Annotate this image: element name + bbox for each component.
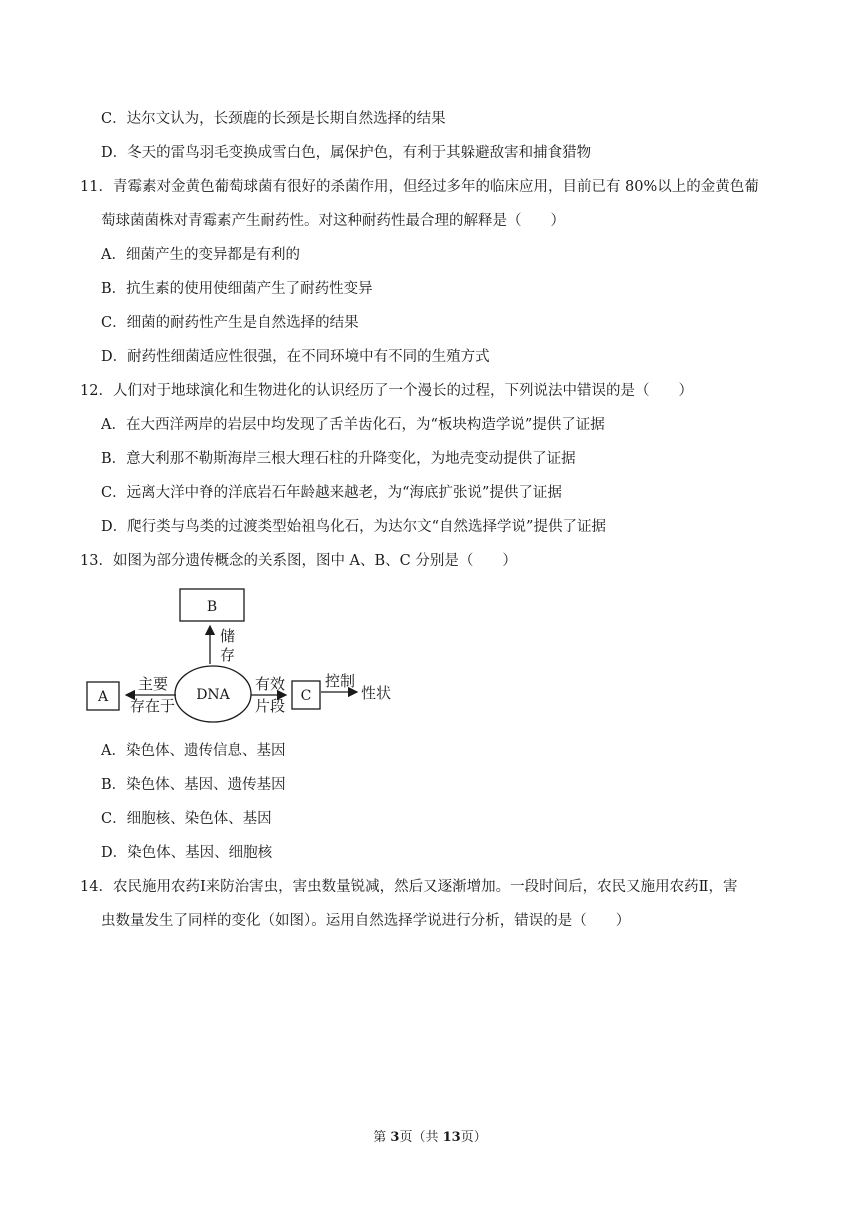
genetics-concept-diagram	[80, 580, 410, 725]
label-control: 控制	[325, 672, 356, 690]
label-main-1: 主要	[138, 675, 169, 693]
q10-option-c: C．达尔文认为，长颈鹿的长颈是长期自然选择的结果	[101, 111, 446, 127]
label-store-1: 储	[220, 627, 236, 645]
q14-stem-line2: 虫数量发生了同样的变化（如图）。运用自然选择学说进行分析，错误的是（ ）	[101, 913, 631, 929]
footer-page-number: 3	[390, 1130, 400, 1145]
q12-option-c: C．远离大洋中脊的洋底岩石年龄越来越老，为“海底扩张说”提供了证据	[101, 485, 562, 501]
footer-prefix: 第	[373, 1130, 391, 1145]
q11-option-a: A．细菌产生的变异都是有利的	[101, 247, 300, 263]
label-trait: 性状	[361, 684, 392, 702]
q11-option-c: C．细菌的耐药性产生是自然选择的结果	[101, 315, 359, 331]
box-b-label: B	[206, 599, 218, 615]
q12-option-d: D．爬行类与鸟类的过渡类型始祖鸟化石，为达尔文“自然选择学说”提供了证据	[101, 519, 606, 535]
label-effective-1: 有效	[255, 675, 286, 693]
footer-mid: 页（共	[399, 1130, 443, 1145]
box-a-label: A	[97, 689, 109, 705]
q11-option-d: D．耐药性细菌适应性很强，在不同环境中有不同的生殖方式	[101, 349, 490, 365]
footer-page-total: 13	[442, 1130, 461, 1145]
q13-option-c: C．细胞核、染色体、基因	[101, 811, 272, 827]
q13-option-d: D．染色体、基因、细胞核	[101, 845, 273, 861]
q11-stem-line2: 萄球菌菌株对青霉素产生耐药性。对这种耐药性最合理的解释是（ ）	[101, 213, 565, 229]
label-store-2: 存	[220, 646, 236, 664]
label-main-2: 存在于	[130, 697, 176, 715]
q12-option-b: B．意大利那不勒斯海岸三根大理石柱的升降变化，为地壳变动提供了证据	[101, 451, 576, 467]
q11-option-b: B．抗生素的使用使细菌产生了耐药性变异	[101, 281, 373, 297]
label-effective-2: 片段	[255, 697, 286, 715]
q14-stem-line1: 14．农民施用农药Ⅰ来防治害虫，害虫数量锐减，然后又逐渐增加。一段时间后，农民又施用农药Ⅱ，害	[80, 879, 738, 895]
q13-option-b: B．染色体、基因、遗传基因	[101, 777, 286, 793]
page-footer	[0, 1129, 860, 1147]
q10-option-d: D．冬天的雷鸟羽毛变换成雪白色，属保护色，有利于其躲避敌害和捕食猎物	[101, 145, 592, 161]
q12-option-a: A．在大西洋两岸的岩层中均发现了舌羊齿化石，为“板块构造学说”提供了证据	[101, 417, 605, 433]
q13-stem: 13．如图为部分遗传概念的关系图，图中 A、B、C 分别是（ ）	[80, 553, 517, 569]
footer-suffix: 页）	[460, 1130, 487, 1145]
q11-stem-line1: 11．青霉素对金黄色葡萄球菌有很好的杀菌作用，但经过多年的临床应用，目前已有 80%以上的金黄色葡	[80, 179, 759, 195]
q13-option-a: A．染色体、遗传信息、基因	[101, 743, 286, 759]
box-c-label: C	[300, 688, 312, 704]
dna-label: DNA	[196, 687, 230, 703]
q12-stem: 12．人们对于地球演化和生物进化的认识经历了一个漫长的过程，下列说法中错误的是（ ）	[80, 383, 693, 399]
